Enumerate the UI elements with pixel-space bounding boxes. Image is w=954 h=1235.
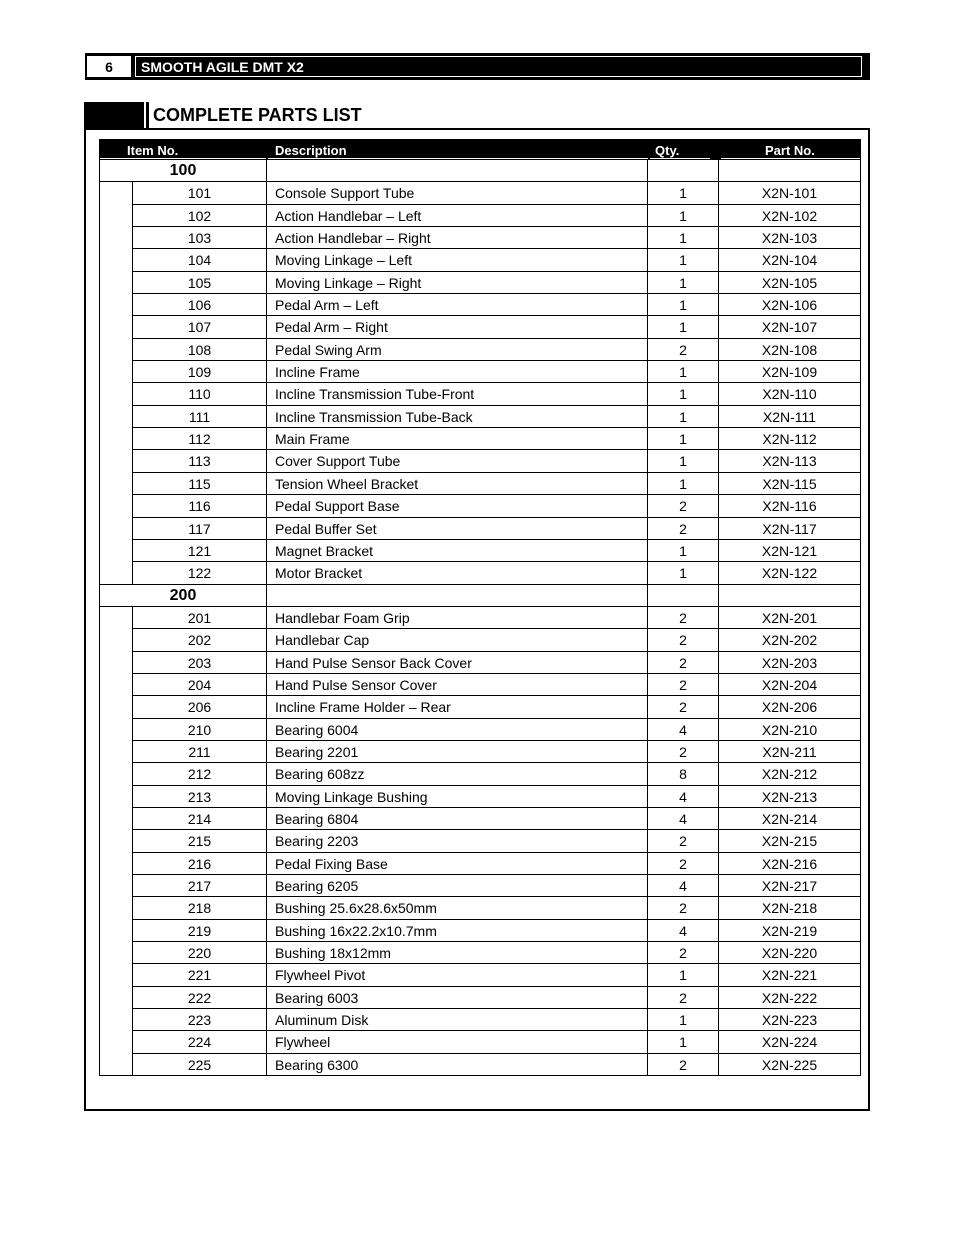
quantity: 1 [647,249,718,271]
part-number: X2N-107 [718,316,861,338]
quantity: 2 [647,696,718,718]
part-description: Incline Transmission Tube-Front [266,383,647,405]
part-description: Pedal Support Base [266,495,647,517]
group-indent [99,786,132,808]
quantity: 1 [647,562,718,584]
part-description: Handlebar Foam Grip [266,607,647,629]
part-number: X2N-219 [718,920,861,942]
part-number: X2N-122 [718,562,861,584]
part-description: Incline Frame Holder – Rear [266,696,647,718]
table-row [99,830,861,852]
table-row [99,763,861,785]
quantity: 1 [647,272,718,294]
item-number: 104 [132,249,266,271]
item-number: 108 [132,339,266,361]
item-number: 109 [132,361,266,383]
part-number: X2N-201 [718,607,861,629]
item-number: 203 [132,652,266,674]
table-cell [718,585,861,607]
quantity: 1 [647,450,718,472]
table-row [99,920,861,942]
item-number: 223 [132,1009,266,1031]
part-number: X2N-105 [718,272,861,294]
table-row [99,607,861,629]
item-number: 218 [132,897,266,919]
part-description: Moving Linkage – Left [266,249,647,271]
part-number: X2N-109 [718,361,861,383]
quantity: 1 [647,294,718,316]
part-description: Moving Linkage – Right [266,272,647,294]
table-row [99,316,861,338]
quantity: 2 [647,518,718,540]
group-indent [99,339,132,361]
item-number: 214 [132,808,266,830]
group-indent [99,294,132,316]
quantity: 2 [647,495,718,517]
item-number: 210 [132,719,266,741]
group-indent [99,272,132,294]
quantity: 1 [647,227,718,249]
part-number: X2N-217 [718,875,861,897]
part-description: Motor Bracket [266,562,647,584]
part-description: Main Frame [266,428,647,450]
part-description: Incline Transmission Tube-Back [266,406,647,428]
part-number: X2N-111 [718,406,861,428]
table-row [99,1031,861,1053]
table-cell [647,160,718,182]
table-row [99,249,861,271]
quantity: 2 [647,853,718,875]
item-number: 102 [132,205,266,227]
table-row [99,1009,861,1031]
group-indent [99,1031,132,1053]
group-indent [99,383,132,405]
part-number: X2N-210 [718,719,861,741]
item-number: 116 [132,495,266,517]
group-indent [99,316,132,338]
table-row [99,383,861,405]
group-indent [99,182,132,204]
group-indent [99,853,132,875]
section-divider [146,102,149,129]
part-number: X2N-206 [718,696,861,718]
part-description: Hand Pulse Sensor Back Cover [266,652,647,674]
part-number: X2N-223 [718,1009,861,1031]
part-description: Moving Linkage Bushing [266,786,647,808]
item-number: 110 [132,383,266,405]
table-row [99,473,861,495]
header-underline [100,158,266,159]
quantity: 2 [647,830,718,852]
item-number: 213 [132,786,266,808]
group-indent [99,674,132,696]
part-description: Pedal Arm – Right [266,316,647,338]
part-description: Bearing 2201 [266,741,647,763]
group-indent [99,875,132,897]
part-description: Action Handlebar – Right [266,227,647,249]
quantity: 2 [647,652,718,674]
part-description: Bearing 6205 [266,875,647,897]
part-description: Hand Pulse Sensor Cover [266,674,647,696]
table-row [99,674,861,696]
part-number: X2N-221 [718,964,861,986]
group-indent [99,205,132,227]
table-row [99,205,861,227]
group-indent [99,808,132,830]
header-underline [721,158,860,159]
header-underline [650,158,710,159]
item-number: 215 [132,830,266,852]
quantity: 1 [647,205,718,227]
quantity: 1 [647,964,718,986]
table-row [99,294,861,316]
part-description: Bushing 18x12mm [266,942,647,964]
item-number: 105 [132,272,266,294]
table-row [99,719,861,741]
part-number: X2N-113 [718,450,861,472]
part-number: X2N-115 [718,473,861,495]
part-number: X2N-211 [718,741,861,763]
group-indent [99,719,132,741]
part-description: Pedal Fixing Base [266,853,647,875]
group-indent [99,540,132,562]
table-row [99,942,861,964]
table-row [99,562,861,584]
group-indent [99,964,132,986]
item-number: 122 [132,562,266,584]
quantity: 1 [647,383,718,405]
item-number: 224 [132,1031,266,1053]
part-description: Aluminum Disk [266,1009,647,1031]
part-number: X2N-117 [718,518,861,540]
table-body [99,160,861,1076]
quantity: 2 [647,942,718,964]
section-marker [84,102,144,129]
part-description: Flywheel [266,1031,647,1053]
part-description: Handlebar Cap [266,629,647,651]
quantity: 4 [647,920,718,942]
quantity: 1 [647,182,718,204]
table-row [99,875,861,897]
group-indent [99,428,132,450]
group-indent [99,227,132,249]
item-number: 220 [132,942,266,964]
item-number: 103 [132,227,266,249]
item-number: 211 [132,741,266,763]
item-number: 101 [132,182,266,204]
group-indent [99,942,132,964]
quantity: 2 [647,1054,718,1076]
item-number: 219 [132,920,266,942]
quantity: 2 [647,741,718,763]
group-indent [99,562,132,584]
table-row [99,741,861,763]
part-description: Incline Frame [266,361,647,383]
group-indent [99,1009,132,1031]
table-row [99,272,861,294]
table-cell [266,585,647,607]
item-number: 206 [132,696,266,718]
table-row [99,786,861,808]
table-row [99,540,861,562]
quantity: 4 [647,719,718,741]
part-number: X2N-112 [718,428,861,450]
table-row [99,629,861,651]
quantity: 1 [647,473,718,495]
part-description: Bushing 16x22.2x10.7mm [266,920,647,942]
part-description: Magnet Bracket [266,540,647,562]
table-row [99,450,861,472]
quantity: 1 [647,540,718,562]
part-number: X2N-103 [718,227,861,249]
part-number: X2N-101 [718,182,861,204]
group-indent [99,495,132,517]
table-row [99,339,861,361]
part-description: Console Support Tube [266,182,647,204]
table-cell [718,160,861,182]
part-number: X2N-222 [718,987,861,1009]
table-row [99,987,861,1009]
group-indent [99,987,132,1009]
column-header-description: Description [275,143,347,158]
part-description: Bearing 608zz [266,763,647,785]
table-row [99,964,861,986]
table-header [99,139,861,160]
page-header [85,53,870,80]
document-title: SMOOTH AGILE DMT X2 [135,56,862,77]
part-number: X2N-108 [718,339,861,361]
header-underline [268,158,648,159]
group-indent [99,473,132,495]
quantity: 2 [647,607,718,629]
item-number: 204 [132,674,266,696]
part-description: Bearing 2203 [266,830,647,852]
item-number: 111 [132,406,266,428]
quantity: 2 [647,987,718,1009]
quantity: 4 [647,875,718,897]
quantity: 1 [647,316,718,338]
part-description: Pedal Swing Arm [266,339,647,361]
quantity: 8 [647,763,718,785]
part-description: Bearing 6804 [266,808,647,830]
part-number: X2N-212 [718,763,861,785]
group-indent [99,406,132,428]
group-indent [99,361,132,383]
group-indent [99,652,132,674]
part-number: X2N-202 [718,629,861,651]
quantity: 1 [647,361,718,383]
item-number: 121 [132,540,266,562]
part-number: X2N-213 [718,786,861,808]
table-row [99,808,861,830]
item-number: 113 [132,450,266,472]
part-number: X2N-203 [718,652,861,674]
group-indent [99,696,132,718]
part-number: X2N-104 [718,249,861,271]
part-description: Bearing 6300 [266,1054,647,1076]
table-row [99,518,861,540]
quantity: 1 [647,1031,718,1053]
quantity: 1 [647,1009,718,1031]
part-description: Action Handlebar – Left [266,205,647,227]
table-row [99,652,861,674]
item-number: 117 [132,518,266,540]
item-number: 112 [132,428,266,450]
part-number: X2N-225 [718,1054,861,1076]
group-indent [99,763,132,785]
item-number: 202 [132,629,266,651]
item-number: 221 [132,964,266,986]
parts-table [99,139,861,1076]
group-row [99,585,861,607]
item-number: 222 [132,987,266,1009]
column-header-qty: Qty. [655,143,680,158]
quantity: 1 [647,406,718,428]
table-row [99,227,861,249]
item-number: 107 [132,316,266,338]
item-number: 216 [132,853,266,875]
group-indent [99,249,132,271]
group-indent [99,830,132,852]
item-number: 106 [132,294,266,316]
table-cell [266,160,647,182]
part-number: X2N-218 [718,897,861,919]
part-number: X2N-106 [718,294,861,316]
group-indent [99,629,132,651]
group-label: 100 [99,160,266,182]
part-number: X2N-216 [718,853,861,875]
group-indent [99,607,132,629]
group-indent [99,518,132,540]
table-row [99,853,861,875]
group-indent [99,450,132,472]
table-row [99,182,861,204]
table-row [99,495,861,517]
item-number: 217 [132,875,266,897]
table-row [99,1054,861,1076]
quantity: 4 [647,808,718,830]
table-row [99,428,861,450]
part-number: X2N-215 [718,830,861,852]
part-description: Bearing 6003 [266,987,647,1009]
part-description: Bearing 6004 [266,719,647,741]
group-indent [99,897,132,919]
part-number: X2N-102 [718,205,861,227]
part-number: X2N-121 [718,540,861,562]
part-number: X2N-116 [718,495,861,517]
quantity: 1 [647,428,718,450]
item-number: 115 [132,473,266,495]
table-cell [647,585,718,607]
part-number: X2N-214 [718,808,861,830]
part-description: Tension Wheel Bracket [266,473,647,495]
part-description: Cover Support Tube [266,450,647,472]
item-number: 225 [132,1054,266,1076]
group-indent [99,1054,132,1076]
part-description: Pedal Arm – Left [266,294,647,316]
column-header-item-no: Item No. [127,143,179,158]
section-title: COMPLETE PARTS LIST [153,105,362,125]
table-row [99,696,861,718]
quantity: 2 [647,339,718,361]
quantity: 2 [647,674,718,696]
part-number: X2N-220 [718,942,861,964]
item-number: 201 [132,607,266,629]
quantity: 2 [647,897,718,919]
quantity: 4 [647,786,718,808]
group-indent [99,920,132,942]
table-row [99,361,861,383]
page-number: 6 [87,56,131,77]
part-description: Pedal Buffer Set [266,518,647,540]
table-row [99,406,861,428]
item-number: 212 [132,763,266,785]
quantity: 2 [647,629,718,651]
column-header-part-no: Part No. [765,143,815,158]
part-number: X2N-204 [718,674,861,696]
part-description: Bushing 25.6x28.6x50mm [266,897,647,919]
table-row [99,897,861,919]
part-number: X2N-110 [718,383,861,405]
part-description: Flywheel Pivot [266,964,647,986]
group-row [99,160,861,182]
part-number: X2N-224 [718,1031,861,1053]
group-label: 200 [99,585,266,607]
group-indent [99,741,132,763]
